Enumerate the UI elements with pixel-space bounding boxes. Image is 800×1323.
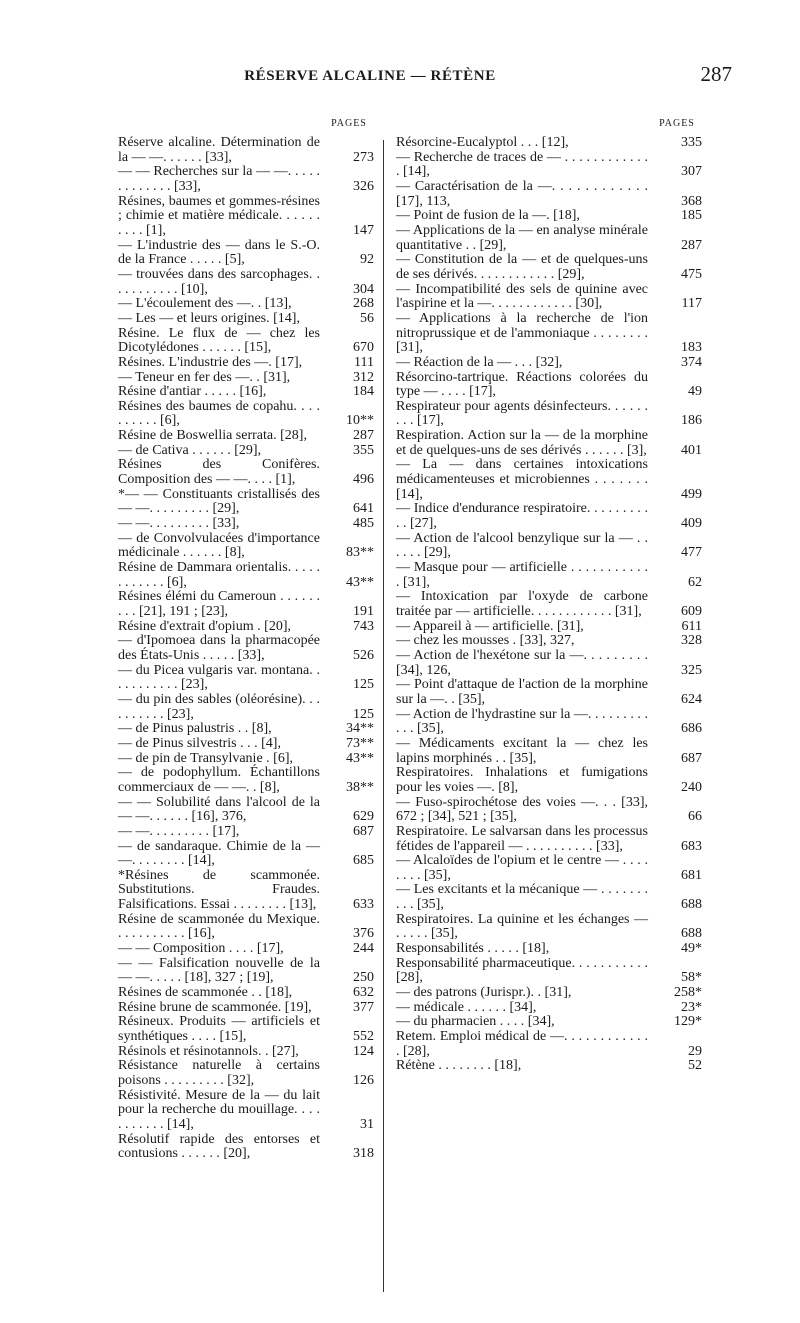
index-entry-page: 184 bbox=[353, 384, 374, 400]
index-entry-text: — des patrons (Jurispr.). . [31], bbox=[396, 985, 572, 1001]
pages-column-heading bbox=[396, 118, 702, 136]
index-entry-page: 23* bbox=[681, 999, 702, 1015]
index-entry bbox=[118, 766, 374, 795]
index-entry-page: 368 bbox=[681, 193, 702, 209]
index-entry-page: 38** bbox=[346, 779, 374, 795]
index-entry-text: — Réaction de la — . . . [32], bbox=[396, 354, 563, 370]
index-entry-page: 632 bbox=[353, 985, 374, 1001]
index-entry bbox=[396, 986, 702, 1001]
index-entry-text: — Constitution de la — et de quelques-uns de ses dérivés. . . . . . . . . . . . [29], bbox=[396, 252, 648, 282]
index-entry-page: 49 bbox=[688, 384, 702, 400]
index-entry-text: — Médicaments excitant la — chez les lapins morphinés . . [35], bbox=[396, 735, 648, 766]
index-entry bbox=[118, 942, 374, 957]
index-entry-page: 268 bbox=[353, 296, 374, 312]
index-entry-page: 117 bbox=[681, 296, 702, 312]
index-entry-page: 475 bbox=[681, 266, 702, 282]
index-entry-page: 409 bbox=[681, 516, 702, 532]
index-entry-page: 83** bbox=[346, 545, 374, 561]
index-entry bbox=[396, 708, 702, 737]
index-entry-text: — L'écoulement des —. . [13], bbox=[118, 296, 292, 312]
index-entry-text: — Intoxication par l'oxyde de carbone traitée par — artificielle. . . . . . . . . . . . [31], bbox=[396, 589, 648, 619]
index-entry bbox=[396, 283, 702, 312]
index-entry-page: 304 bbox=[353, 281, 374, 297]
index-entry-text: — Applications de la — en analyse minérale quantitative . . [29], bbox=[396, 222, 648, 253]
pages-label: PAGES bbox=[331, 118, 367, 129]
index-entry bbox=[118, 869, 374, 913]
index-entry-text: — du pin des sables (oléorésine). . . . . . . . . . [23], bbox=[118, 691, 320, 722]
index-entry-page: 52 bbox=[688, 1058, 702, 1074]
index-entry-page: 147 bbox=[353, 222, 374, 238]
index-entry bbox=[118, 825, 374, 840]
index-entry bbox=[396, 678, 702, 707]
pages-label: PAGES bbox=[659, 118, 695, 129]
index-entry bbox=[396, 737, 702, 766]
index-entry-page: 240 bbox=[681, 779, 702, 795]
index-entry-text: Résine. Le flux de — chez les Dicotylédones . . . . . . [15], bbox=[118, 325, 320, 356]
index-entry-text: — médicale . . . . . . [34], bbox=[396, 999, 537, 1015]
index-entry-page: 73** bbox=[346, 735, 374, 751]
index-entry-page: 688 bbox=[681, 897, 702, 913]
index-entry bbox=[396, 356, 702, 371]
index-entry-page: 258* bbox=[674, 985, 702, 1001]
index-entry-text: Résistance naturelle à certains poisons . . . . . . . . . [32], bbox=[118, 1058, 320, 1088]
index-entry bbox=[396, 400, 702, 429]
index-entry-page: 92 bbox=[360, 252, 374, 268]
index-entry bbox=[396, 502, 702, 531]
index-entry-text: — — Composition . . . . [17], bbox=[118, 941, 284, 957]
index-entry bbox=[396, 854, 702, 883]
index-entry-page: 250 bbox=[353, 970, 374, 986]
index-entry-text: — de pin de Transylvanie . [6], bbox=[118, 750, 293, 766]
index-entry-page: 125 bbox=[353, 706, 374, 722]
index-entry-text: Résines. L'industrie des —. [17], bbox=[118, 354, 303, 370]
index-entry bbox=[118, 957, 374, 986]
index-entry-page: 688 bbox=[681, 926, 702, 942]
index-entry-text: Résorcine-Eucalyptol . . . [12], bbox=[396, 135, 569, 150]
index-entry bbox=[396, 825, 702, 854]
index-entry-page: 43** bbox=[346, 574, 374, 590]
index-entry-text: — Action de l'hexétone sur la —. . . . . . . . . [34], 126, bbox=[396, 647, 648, 678]
index-entry bbox=[396, 1059, 702, 1074]
index-entry bbox=[396, 458, 702, 502]
index-entry-text: — Les — et leurs origines. [14], bbox=[118, 310, 300, 326]
index-entry bbox=[396, 796, 702, 825]
index-entry-page: 401 bbox=[681, 442, 702, 458]
index-entry bbox=[118, 1059, 374, 1088]
index-entry-page: 66 bbox=[688, 809, 702, 825]
index-entry-page: 641 bbox=[353, 501, 374, 517]
index-column-right bbox=[396, 118, 702, 1074]
index-entry-page: 633 bbox=[353, 897, 374, 913]
index-entry-page: 111 bbox=[354, 354, 374, 370]
index-entry-page: 496 bbox=[353, 472, 374, 488]
index-entry bbox=[396, 766, 702, 795]
index-entry-text: *— — Constituants cristallisés des — —. . . . . . . . . [29], bbox=[118, 486, 320, 517]
index-entry-page: 185 bbox=[681, 208, 702, 224]
index-entry-page: 186 bbox=[681, 413, 702, 429]
index-entry bbox=[118, 796, 374, 825]
index-entry-text: — de Pinus palustris . . [8], bbox=[118, 721, 272, 737]
index-entry-text: Résinols et résinotannols. . [27], bbox=[118, 1043, 299, 1059]
index-entry-text: — Appareil à — artificielle. [31], bbox=[396, 618, 584, 634]
index-entry bbox=[118, 1015, 374, 1044]
index-entry bbox=[396, 620, 702, 635]
index-entry-text: — Indice d'endurance respiratoire. . . . . . . . . . . [27], bbox=[396, 501, 648, 532]
index-entry-page: 287 bbox=[681, 237, 702, 253]
index-entry bbox=[396, 1015, 702, 1030]
index-entry-text: — Caractérisation de la —. . . . . . . . . . . . [17], 113, bbox=[396, 178, 648, 209]
index-entry-text: — d'Ipomoea dans la pharmacopée des États-Unis . . . . . [33], bbox=[118, 633, 320, 663]
index-entry bbox=[396, 224, 702, 253]
index-entry-text: *Résines de scammonée. Substitutions. Fraudes. Falsifications. Essai . . . . . . . . [13], bbox=[118, 867, 320, 913]
index-entry-page: 552 bbox=[353, 1029, 374, 1045]
index-entry bbox=[118, 1089, 374, 1133]
index-entry-text: — La — dans certaines intoxications médicamenteuses et microbiennes . . . . . . . [14], bbox=[396, 457, 648, 502]
index-entry bbox=[396, 151, 702, 180]
index-entry-page: 611 bbox=[681, 618, 702, 634]
index-entry bbox=[118, 400, 374, 429]
index-entry-page: 683 bbox=[681, 838, 702, 854]
index-entry-page: 687 bbox=[353, 823, 374, 839]
index-entry bbox=[118, 239, 374, 268]
index-entry-text: Respiration. Action sur la — de la morphine et de quelques-uns de ses dérivés . . . . . . [3], bbox=[396, 428, 648, 458]
index-entry-text: — Teneur en fer des —. . [31], bbox=[118, 369, 291, 385]
index-entry-page: 58* bbox=[681, 970, 702, 986]
index-entry bbox=[396, 649, 702, 678]
index-entry-page: 687 bbox=[681, 750, 702, 766]
index-entry-text: — Alcaloïdes de l'opium et le centre — . . . . . . . . [35], bbox=[396, 853, 648, 883]
index-entry-page: 244 bbox=[353, 941, 374, 957]
index-column-left bbox=[118, 118, 374, 1162]
index-entry-page: 624 bbox=[681, 691, 702, 707]
index-entry-text: Responsabilités . . . . . [18], bbox=[396, 941, 550, 957]
index-entry-page: 125 bbox=[353, 677, 374, 693]
index-entry bbox=[118, 195, 374, 239]
index-entry-page: 485 bbox=[353, 516, 374, 532]
index-entry-text: Résistivité. Mesure de la — du lait pour la recherche du mouillage. . . . . . . . . . . [14], bbox=[118, 1087, 320, 1132]
index-entry bbox=[118, 488, 374, 517]
index-entry-text: — Incompatibilité des sels de quinine avec l'aspirine et la —. . . . . . . . . . . . [30], bbox=[396, 281, 648, 312]
index-entry bbox=[118, 693, 374, 722]
index-entry bbox=[396, 429, 702, 458]
index-entry-text: Résines des Conifères. Composition des — —. . . . [1], bbox=[118, 457, 320, 488]
index-entry-page: 124 bbox=[353, 1043, 374, 1059]
index-entry-page: 326 bbox=[353, 178, 374, 194]
index-entry-page: 312 bbox=[353, 369, 374, 385]
index-entries-left bbox=[118, 136, 374, 1162]
index-entry bbox=[118, 634, 374, 663]
index-entry-page: 62 bbox=[688, 574, 702, 590]
index-entry-text: Résine brune de scammonée. [19], bbox=[118, 999, 312, 1015]
index-entry bbox=[396, 1030, 702, 1059]
index-entry bbox=[118, 1001, 374, 1016]
index-entry-page: 43** bbox=[346, 750, 374, 766]
index-entry bbox=[118, 620, 374, 635]
index-entry bbox=[118, 840, 374, 869]
index-entry bbox=[118, 1045, 374, 1060]
index-entry bbox=[396, 913, 702, 942]
index-entry-page: 629 bbox=[353, 809, 374, 825]
index-entry bbox=[118, 517, 374, 532]
index-entry bbox=[118, 458, 374, 487]
index-entry-page: 126 bbox=[353, 1073, 374, 1088]
index-entry bbox=[396, 532, 702, 561]
index-entry-text: — de Pinus silvestris . . . [4], bbox=[118, 735, 281, 751]
index-entry bbox=[118, 297, 374, 312]
index-entry bbox=[118, 532, 374, 561]
index-entry-text: — Recherche de traces de — . . . . . . . . . . . . . [14], bbox=[396, 149, 648, 180]
index-entry-page: 273 bbox=[353, 149, 374, 165]
running-header bbox=[0, 58, 800, 98]
index-entry bbox=[118, 371, 374, 386]
index-entry-text: — —. . . . . . . . . [33], bbox=[118, 516, 240, 532]
index-entry-page: 685 bbox=[353, 853, 374, 869]
index-entry bbox=[396, 1001, 702, 1016]
index-entry bbox=[396, 253, 702, 282]
index-entry bbox=[118, 722, 374, 737]
index-entry-page: 328 bbox=[681, 633, 702, 649]
index-entry-text: — Fuso-spirochétose des voies —. . . [33], 672 ; [34], 521 ; [35], bbox=[396, 794, 648, 825]
index-entry bbox=[118, 444, 374, 459]
index-entry-text: — Masque pour — artificielle . . . . . . . . . . . . [31], bbox=[396, 560, 648, 590]
index-entry bbox=[396, 371, 702, 400]
index-entry-page: 325 bbox=[681, 662, 702, 678]
index-entry bbox=[118, 561, 374, 590]
index-entry-text: — — Recherches sur la — —. . . . . . . . . . . . . [33], bbox=[118, 164, 320, 194]
index-entry-text: — — Solubilité dans l'alcool de la — —. . . . . . [16], 376, bbox=[118, 794, 320, 825]
index-entry-text: Respirateur pour agents désinfecteurs. . . . . . . . . [17], bbox=[396, 398, 648, 429]
index-entry-text: — Les excitants et la mécanique — . . . . . . . . . . [35], bbox=[396, 882, 648, 913]
index-entry-page: 10** bbox=[346, 413, 374, 429]
index-entry-text: Résorcino-tartrique. Réactions colorées du type — . . . . [17], bbox=[396, 369, 648, 400]
index-entry-text: Résines des baumes de copahu. . . . . . . . . . [6], bbox=[118, 398, 320, 429]
index-entry-text: — Point de fusion de la —. [18], bbox=[396, 208, 580, 224]
index-entry-text: Respiratoires. La quinine et les échanges — . . . . . [35], bbox=[396, 911, 648, 942]
index-entry-page: 609 bbox=[681, 604, 702, 619]
index-entry-page: 318 bbox=[353, 1146, 374, 1162]
index-entry bbox=[118, 327, 374, 356]
index-entry-page: 681 bbox=[681, 867, 702, 883]
index-entry bbox=[396, 136, 702, 151]
index-entry-page: 29 bbox=[688, 1043, 702, 1059]
index-entry bbox=[118, 268, 374, 297]
index-entry-page: 287 bbox=[353, 428, 374, 444]
index-entry-page: 307 bbox=[681, 164, 702, 180]
index-entry-text: — Applications à la recherche de l'ion nitroprussique et de l'ammoniaque . . . . . . . . [31], bbox=[396, 310, 648, 356]
index-entry bbox=[118, 356, 374, 371]
index-entry-page: 376 bbox=[353, 926, 374, 942]
index-entry-page: 743 bbox=[353, 618, 374, 634]
index-entry-text: Résolutif rapide des entorses et contusions . . . . . . [20], bbox=[118, 1131, 320, 1162]
index-entry-page: 49* bbox=[681, 941, 702, 957]
index-entry bbox=[396, 561, 702, 590]
index-entry-text: Résine d'antiar . . . . . [16], bbox=[118, 384, 267, 400]
index-entry-text: — Action de l'hydrastine sur la —. . . . . . . . . . . . [35], bbox=[396, 706, 648, 737]
index-entry-text: Réserve alcaline. Détermination de la — —. . . . . . [33], bbox=[118, 135, 320, 165]
index-entry bbox=[396, 942, 702, 957]
index-entry-text: — chez les mousses . [33], 327, bbox=[396, 633, 575, 649]
index-entry-text: Résine de scammonée du Mexique. . . . . . . . . . . [16], bbox=[118, 911, 320, 942]
index-entry-text: — trouvées dans des sarcophages. . . . . . . . . . . [10], bbox=[118, 266, 320, 297]
index-entry-text: — de Convolvulacées d'importance médicinale . . . . . . [8], bbox=[118, 530, 320, 561]
index-entry-text: Résines élémi du Cameroun . . . . . . . . . [21], 191 ; [23], bbox=[118, 589, 320, 619]
index-entry-text: — Action de l'alcool benzylique sur la — . . . . . . [29], bbox=[396, 530, 648, 561]
index-entry bbox=[396, 883, 702, 912]
index-entry bbox=[118, 165, 374, 194]
index-entry-text: — du Picea vulgaris var. montana. . . . . . . . . . . [23], bbox=[118, 662, 320, 693]
index-entry-text: Rétène . . . . . . . . [18], bbox=[396, 1058, 522, 1074]
index-entry bbox=[396, 957, 702, 986]
index-entry-text: — du pharmacien . . . . [34], bbox=[396, 1014, 555, 1030]
page-number: 287 bbox=[700, 62, 732, 86]
index-entry-text: Résine de Dammara orientalis. . . . . . . . . . . . [6], bbox=[118, 560, 320, 590]
index-entry-text: — de sandaraque. Chimie de la — —. . . . . . . . [14], bbox=[118, 838, 320, 869]
index-entry-page: 129* bbox=[674, 1014, 702, 1030]
index-entry-text: — de podophyllum. Échantillons commerciaux de — —. . [8], bbox=[118, 765, 320, 795]
index-entries-right bbox=[396, 136, 702, 1074]
index-entry-page: 499 bbox=[681, 486, 702, 502]
index-entry-text: — — Falsification nouvelle de la — —. . . . . [18], 327 ; [19], bbox=[118, 955, 320, 986]
index-entry-page: 686 bbox=[681, 721, 702, 737]
index-entry-text: — L'industrie des — dans le S.-O. de la France . . . . . [5], bbox=[118, 237, 320, 268]
index-entry-page: 335 bbox=[681, 135, 702, 150]
index-entry bbox=[118, 1133, 374, 1162]
index-entry bbox=[396, 180, 702, 209]
index-entry-text: — de Cativa . . . . . . [29], bbox=[118, 442, 262, 458]
index-entry-text: Responsabilité pharmaceutique. . . . . . . . . . . [28], bbox=[396, 955, 648, 986]
index-entry bbox=[396, 312, 702, 356]
index-entry bbox=[118, 737, 374, 752]
index-entry bbox=[396, 634, 702, 649]
index-entry-page: 34** bbox=[346, 721, 374, 737]
page-title: RÉSERVE ALCALINE — RÉTÈNE bbox=[244, 68, 496, 84]
index-entry-page: 191 bbox=[353, 604, 374, 619]
index-entry bbox=[396, 590, 702, 619]
index-entry-page: 56 bbox=[360, 310, 374, 326]
index-entry-page: 477 bbox=[681, 545, 702, 561]
index-entry bbox=[118, 913, 374, 942]
index-entry-text: Résine d'extrait d'opium . [20], bbox=[118, 618, 292, 634]
index-entry-text: Résine de Boswellia serrata. [28], bbox=[118, 428, 307, 444]
index-entry-page: 670 bbox=[353, 340, 374, 356]
index-entry-page: 355 bbox=[353, 442, 374, 458]
index-entry-text: Respiratoire. Le salvarsan dans les processus fétides de l'appareil — . . . . . . . . . . [33], bbox=[396, 823, 648, 854]
column-divider bbox=[383, 140, 384, 1292]
index-entry-text: Respiratoires. Inhalations et fumigations pour les voies —. [8], bbox=[396, 765, 648, 795]
index-entry-page: 374 bbox=[681, 354, 702, 370]
index-entry bbox=[396, 209, 702, 224]
index-entry bbox=[118, 312, 374, 327]
index-entry bbox=[118, 136, 374, 165]
index-entry bbox=[118, 385, 374, 400]
index-entry-page: 377 bbox=[353, 999, 374, 1015]
index-entry-text: Retem. Emploi médical de —. . . . . . . . . . . . . [28], bbox=[396, 1029, 648, 1059]
index-entry-text: — —. . . . . . . . . [17], bbox=[118, 823, 240, 839]
index-entry bbox=[118, 664, 374, 693]
index-entry-text: Résines de scammonée . . [18], bbox=[118, 985, 293, 1001]
index-entry-text: Résineux. Produits — artificiels et synthétiques . . . . [15], bbox=[118, 1014, 320, 1045]
pages-column-heading bbox=[118, 118, 374, 136]
index-entry bbox=[118, 429, 374, 444]
index-entry bbox=[118, 590, 374, 619]
index-entry-page: 526 bbox=[353, 647, 374, 663]
index-entry bbox=[118, 986, 374, 1001]
index-entry-text: Résines, baumes et gommes-résines ; chimie et matière médicale. . . . . . . . . . [1], bbox=[118, 193, 320, 238]
index-entry-text: — Point d'attaque de l'action de la morphine sur la —. . [35], bbox=[396, 677, 648, 707]
index-entry-page: 183 bbox=[681, 340, 702, 356]
index-entry-page: 31 bbox=[360, 1116, 374, 1132]
